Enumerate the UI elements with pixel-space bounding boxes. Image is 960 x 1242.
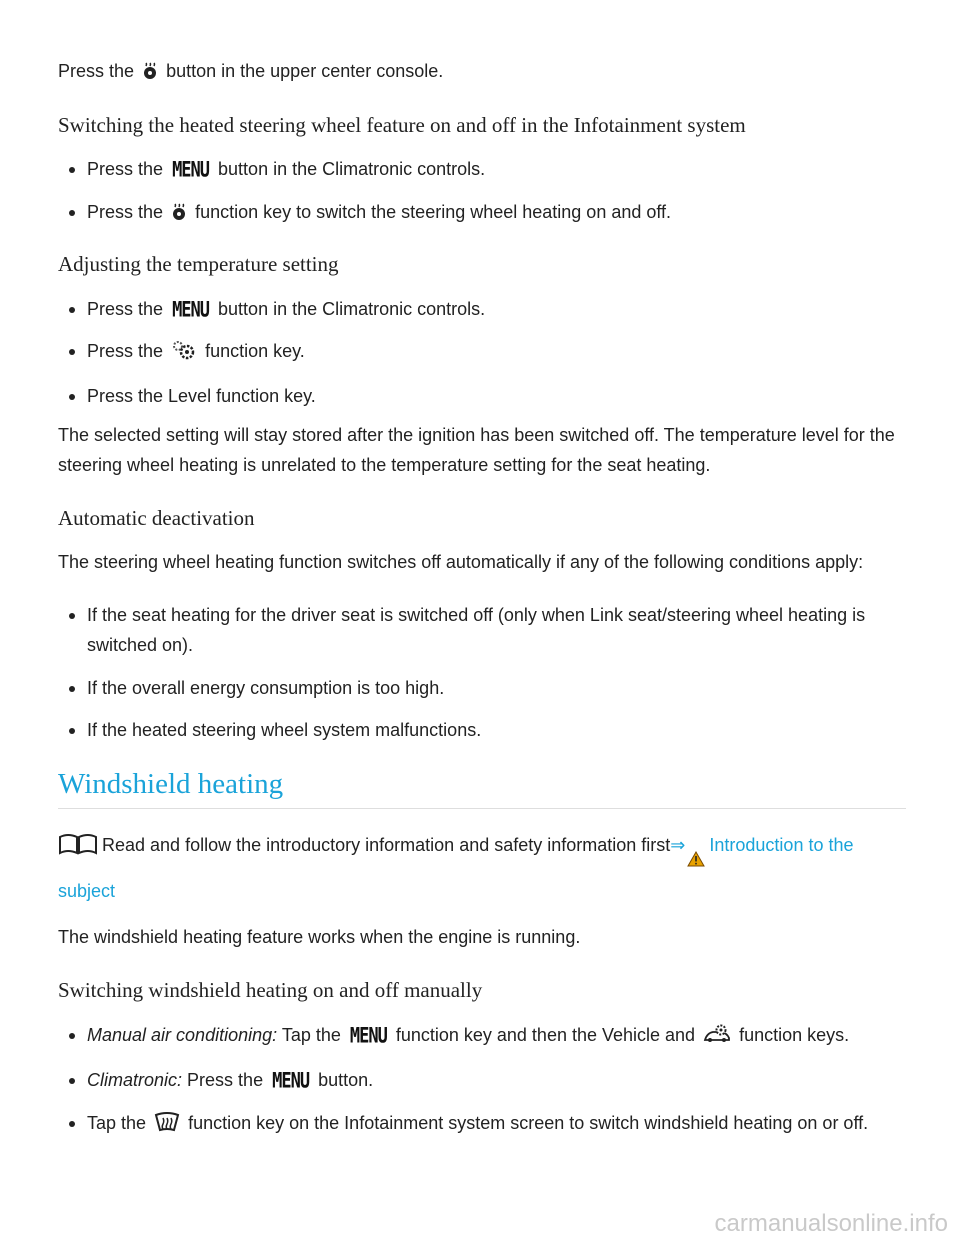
menu-icon: MENU bbox=[172, 297, 210, 323]
heated-steering-wheel-icon bbox=[171, 200, 187, 230]
heated-steering-wheel-icon bbox=[142, 59, 158, 89]
introduction-link[interactable]: Introduction to the subject bbox=[58, 835, 854, 901]
watermark: carmanualsonline.info bbox=[714, 1210, 948, 1237]
paragraph-read-follow: Read and follow the introductory information and safety information first⇒ Introduction to the subject bbox=[58, 835, 854, 901]
heading-windshield-heating: Windshield heating bbox=[58, 768, 284, 800]
menu-icon: MENU bbox=[349, 1023, 387, 1049]
vehicle-settings-icon bbox=[703, 1023, 731, 1053]
intro-paragraph: Press the button in the upper center console. bbox=[58, 56, 443, 89]
warning-icon bbox=[687, 846, 705, 876]
heading-automatic-deactivation: Automatic deactivation bbox=[58, 506, 255, 530]
link-arrow[interactable]: ⇒ bbox=[670, 835, 686, 855]
list-item: Press the MENU button in the Climatronic controls. bbox=[58, 294, 906, 325]
list-adjust-temperature bbox=[58, 294, 906, 411]
heading-adjust-temperature: Adjusting the temperature setting bbox=[58, 252, 339, 276]
paragraph-windshield-works: The windshield heating feature works when the engine is running. bbox=[58, 927, 581, 947]
list-item: If the heated steering wheel system malfunctions. bbox=[58, 715, 906, 745]
section-windshield-heading bbox=[58, 766, 906, 809]
list-item: Press the function key. bbox=[58, 336, 906, 369]
list-item: If the overall energy consumption is too high. bbox=[58, 673, 906, 703]
list-item: Tap the function key on the Infotainment system screen to switch windshield heating on or off. bbox=[58, 1108, 906, 1141]
list-item: Press the function key to switch the steering wheel heating on and off. bbox=[58, 197, 906, 230]
open-book-icon bbox=[58, 833, 98, 864]
paragraph-selected-setting: The selected setting will stay stored after the ignition has been switched off. The temperature level for the steering wheel heating is unrelated to the temperature setting for the seat heating. bbox=[58, 425, 895, 475]
heading-switching-windshield: Switching windshield heating on and off manually bbox=[58, 978, 483, 1002]
list-switching-steering bbox=[58, 154, 906, 230]
list-item: Press the MENU button in the Climatronic controls. bbox=[58, 154, 906, 185]
list-item: If the seat heating for the driver seat is switched off (only when Link seat/steering wheel heating is switched on). bbox=[58, 600, 906, 660]
list-item: Climatronic: Press the MENU button. bbox=[58, 1065, 906, 1096]
menu-icon: MENU bbox=[272, 1068, 310, 1094]
list-automatic-conditions bbox=[58, 600, 906, 745]
settings-gears-icon bbox=[171, 339, 197, 369]
windshield-heating-icon bbox=[154, 1111, 180, 1141]
list-item: Press the Level function key. bbox=[58, 381, 906, 411]
paragraph-automatic: The steering wheel heating function switches off automatically if any of the following conditions apply: bbox=[58, 552, 864, 572]
list-switching-windshield bbox=[58, 1020, 906, 1141]
divider bbox=[58, 808, 906, 809]
heading-switching-steering: Switching the heated steering wheel feature on and off in the Infotainment system bbox=[58, 113, 746, 137]
menu-icon: MENU bbox=[172, 157, 210, 183]
list-item: Manual air conditioning: Tap the MENU function key and then the Vehicle and function keys. bbox=[58, 1020, 906, 1053]
